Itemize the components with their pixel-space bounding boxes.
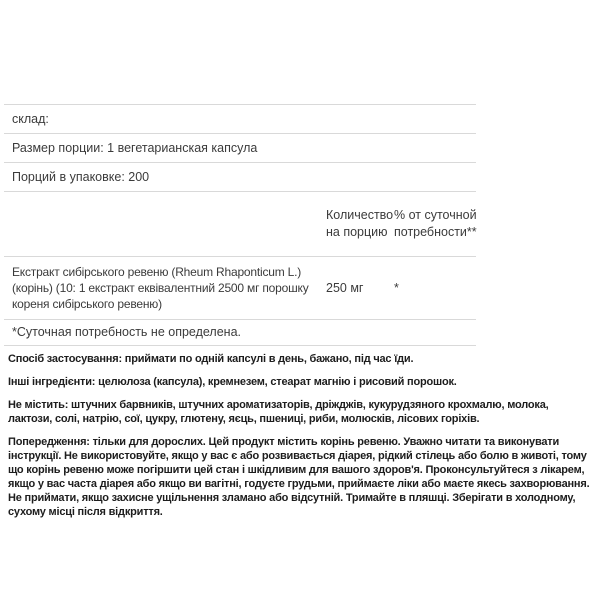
servings-per-container-row [4,163,476,192]
ingredient-amount: 250 мг [326,280,364,295]
table-header-empty-cell [4,217,326,231]
daily-value-header: % от суточной потребности** [394,208,477,239]
composition-label: склад: [12,112,49,126]
ingredient-row [4,257,476,320]
ingredient-name: Екстракт сибірського ревеню (Rheum Rhaponticum L.) (корінь) (10: 1 екстракт еквівалентний 2500 мг порошку кореня сибірського ревеню) [12,265,309,311]
other-ingredients-paragraph: Інші інгредієнти: целюлоза (капсула), кремнезем, стеарат магнію і рисовий порошок. [8,376,457,388]
ingredient-daily-value: * [394,280,399,295]
composition-row [4,105,476,134]
amount-per-serving-header: Количество на порцию [326,208,394,239]
daily-value-footnote-row [4,320,476,346]
product-description-paragraphs [8,352,590,528]
daily-value-footnote: *Суточная потребность не определена. [12,325,242,339]
serving-size-value: Размер порции: 1 вегетарианская капсула [12,141,258,155]
does-not-contain-paragraph: Не містить: штучних барвників, штучних ароматизаторів, дріжджів, кукурудзяного крохмалю, молока, лактози, солі, натрію, сої, цукру, глютену, яєць, пшениці, риби, молюсків, лісових горіхів. [8,399,549,425]
supplement-facts-table [4,104,476,346]
usage-instructions-paragraph: Спосіб застосування: приймати по одній капсулі в день, бажано, під час їди. [8,353,414,365]
serving-size-row [4,134,476,163]
table-header-row [4,192,476,257]
servings-per-container-value: Порций в упаковке: 200 [12,170,150,184]
warnings-paragraph: Попередження: тільки для дорослих. Цей продукт містить корінь ревеню. Уважно читати та виконувати інструкції. Не використовуйте, якщо у вас є або розвивається діарея, рідкий стілець або болю в животі, тому що корінь ревеню може погіршити цей стан і шкідливим для вашого здоров'я. Проконсультуйтеся з лікарем, якщо у вас часта діарея або якщо ви вагітні, годуєте грудьми, приймаєте ліки або маєте якесь захворювання. Не приймати, якщо захисне ущільнення зламано або відсутній. Тримайте в пляшці. Зберігати в холодному, сухому місці після відкриття. [8,436,590,518]
